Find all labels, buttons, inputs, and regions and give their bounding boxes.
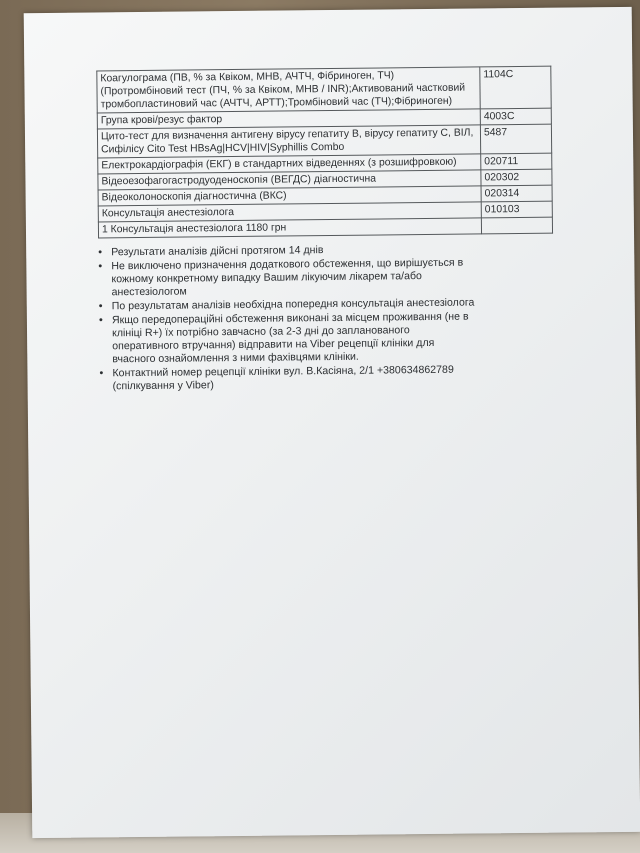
- note-text: Якщо передопераційні обстеження виконані за місцем проживання (не в клініці R+) їх потрібно завчасно (за 2-3 дні до запланованого оперативного втручання) відправити на Viber рецепції клініки для вчасного ознайомлення з ними фахівцями клініки.: [111, 310, 469, 366]
- table-row: [98, 217, 552, 238]
- list-item: [99, 363, 479, 393]
- note-text: По результатам аналізів необхідна попередня консультація анестезіолога: [111, 296, 475, 313]
- service-name: Електрокардіографія (ЕКГ) в стандартних відведеннях (з розшифровкою): [98, 154, 481, 174]
- bullet-icon: •: [99, 367, 104, 380]
- notes-list: [98, 242, 480, 393]
- note-text: Результати аналізів дійсні протягом 14 днів: [111, 244, 324, 259]
- service-code: 5487: [480, 124, 551, 154]
- list-item: [99, 310, 480, 366]
- service-name: Відеоколоноскопія діагностична (ВКС): [98, 186, 481, 206]
- table-row: [97, 124, 551, 158]
- bullet-icon: •: [98, 300, 103, 313]
- note-text: Контактний номер рецепції клініки вул. В.Касіяна, 2/1 +380634862789 (спілкування у Viber): [112, 363, 454, 393]
- service-code: 1104C: [480, 66, 551, 109]
- document-content: [96, 66, 559, 395]
- note-text: Не виключено призначення додаткового обстеження, що вирішується в кожному конкретному випадку Вашим лікуючим лікарем та/або анестезіологом: [111, 256, 464, 299]
- service-name: Консультація анестезіолога: [98, 202, 481, 222]
- table-row: [97, 66, 551, 113]
- services-table: [96, 66, 553, 239]
- service-name: Коагулограма (ПВ, % за Квіком, МНВ, АЧТЧ, Фібриноген, ТЧ) (Протромбіновий тест (ПЧ, % за Квіком, МНВ / INR);Активований частковий тромбопластиновий час (АЧТЧ, АРТТ);Тромбіновий час (ТЧ);Фібриноген): [97, 67, 480, 113]
- service-code: 020314: [481, 185, 552, 202]
- bullet-icon: •: [98, 246, 103, 259]
- paper-sheet: [24, 7, 640, 838]
- service-name: Група крові/резус фактор: [97, 109, 480, 129]
- service-name: 1 Консультація анестезіолога 1180 грн: [98, 218, 481, 238]
- service-code: 020302: [481, 169, 552, 186]
- service-code: 4003C: [480, 108, 551, 125]
- service-name: Відеоезофагогастродуоденоскопія (ВЕГДС) діагностична: [98, 170, 481, 190]
- service-code: 020711: [481, 153, 552, 170]
- service-code: 010103: [481, 201, 552, 218]
- bullet-icon: •: [98, 260, 103, 273]
- list-item: [98, 256, 478, 299]
- service-code: [481, 217, 552, 234]
- bullet-icon: •: [98, 314, 103, 327]
- service-name: Цито-тест для визначення антигену вірусу гепатиту В, вірусу гепатиту С, ВІЛ, Сифілісу Cito Test HBsAg|HCV|HIV|Syphillis Combo: [97, 125, 480, 158]
